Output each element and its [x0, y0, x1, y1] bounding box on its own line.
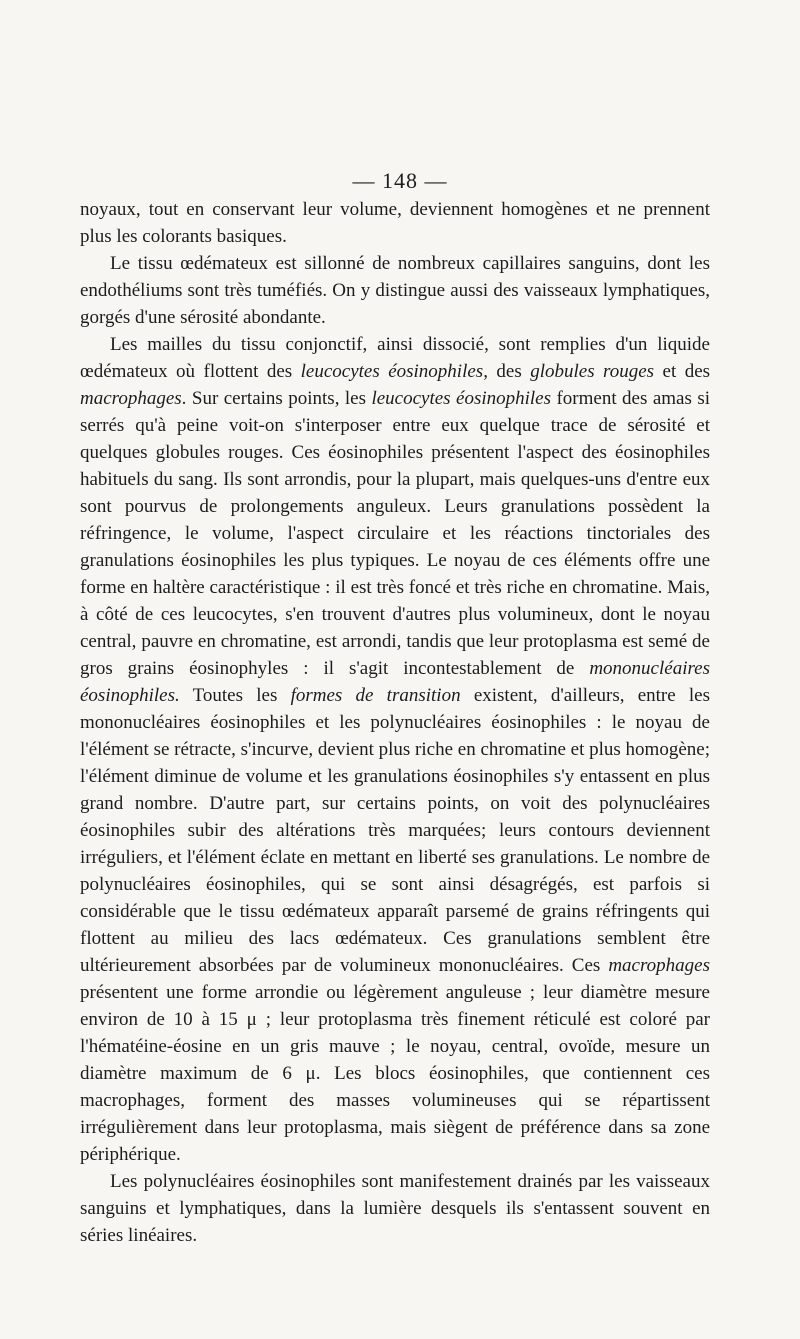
paragraph-p1 — [80, 196, 710, 250]
text-run: et des — [654, 361, 711, 382]
italic-term: macrophages — [80, 388, 182, 409]
paragraph-p4 — [80, 1168, 710, 1249]
text-run: noyaux, tout en conservant leur volume, deviennent homogènes et ne prennent plus les colorants basiques. — [80, 199, 710, 247]
text-run: présentent une forme arrondie ou légèrement anguleuse ; leur diamètre mesure environ de 10 à 15 μ ; leur protoplasma très finement réticulé est coloré par l'hématéine-éosine en un gris mauve ; le noyau, central, ovoïde, mesure un diamètre maximum de 6 μ. Les blocs éosinophiles, que contiennent ces macrophages, forment des masses volumineuses qui se répartissent irrégulièrement dans leur protoplasma, mais siègent de préférence dans sa zone périphérique. — [80, 982, 710, 1165]
italic-term: mononucléaires éosinophiles. — [80, 658, 710, 706]
italic-term: leucocytes éosinophiles — [371, 388, 552, 409]
text-run: . Sur certains points, les — [181, 388, 372, 409]
page-number: — 148 — — [352, 168, 448, 193]
body-text — [80, 196, 710, 1249]
text-run: , des — [483, 361, 531, 382]
paragraph-p2 — [80, 250, 710, 331]
italic-term: macrophages — [608, 955, 710, 976]
text-run: Les polynucléaires éosinophiles sont manifestement drainés par les vaisseaux sanguins et lymphatiques, dans la lumière desquels ils s'entassent souvent en séries linéaires. — [80, 1171, 710, 1246]
italic-term: globules rouges — [530, 361, 655, 382]
text-run: Les mailles du tissu conjonctif, ainsi dissocié, sont remplies d'un liquide œdémateux où flottent des — [80, 334, 710, 382]
italic-term: formes de transition — [290, 685, 461, 706]
text-run: forment des amas si serrés qu'à peine voit-on s'interposer entre eux quelque trace de sérosité et quelques globules rouges. Ces éosinophiles présentent l'aspect des éosinophiles habituels du sang. Ils sont arrondis, pour la plupart, mais quelques-uns d'entre eux sont pourvus de prolongements anguleux. Leurs granulations possèdent la réfringence, le volume, l'aspect circulaire et les réactions tinctoriales des granulations éosinophiles les plus typiques. Le noyau de ces éléments offre une forme en haltère caractéristique : il est très foncé et très riche en chromatine. Mais, à côté de ces leucocytes, s'en trouvent d'autres plus volumineux, dont le noyau central, pauvre en chromatine, est arrondi, tandis que leur protoplasma est semé de gros grains éosinophyles : il s'agit incontestablement de — [80, 388, 710, 679]
italic-term: leucocytes éosinophiles — [300, 361, 484, 382]
text-run: existent, d'ailleurs, entre les mononucléaires éosinophiles et les polynucléaires éosinophiles : le noyau de l'élément se rétracte, s'incurve, devient plus riche en chromatine et plus homogène; l'élément diminue de volume et les granulations éosinophiles s'y entassent en plus grand nombre. D'autre part, sur certains points, on voit des polynucléaires éosinophiles subir des altérations très marquées; leurs contours deviennent irréguliers, et l'élément éclate en mettant en liberté ses granulations. Le nombre de polynucléaires éosinophiles, qui se sont ainsi désagrégés, est parfois si considérable que le tissu œdémateux apparaît parsemé de grains réfringents qui flottent au milieu des lacs œdémateux. Ces granulations semblent être ultérieurement absorbées par de volumineux mononucléaires. Ces — [80, 685, 711, 976]
text-run: Le tissu œdémateux est sillonné de nombreux capillaires sanguins, dont les endothéliums sont très tuméfiés. On y distingue aussi des vaisseaux lymphatiques, gorgés d'une sérosité abondante. — [80, 253, 710, 328]
paragraph-p3 — [80, 331, 710, 1168]
text-run: Toutes les — [179, 685, 291, 706]
